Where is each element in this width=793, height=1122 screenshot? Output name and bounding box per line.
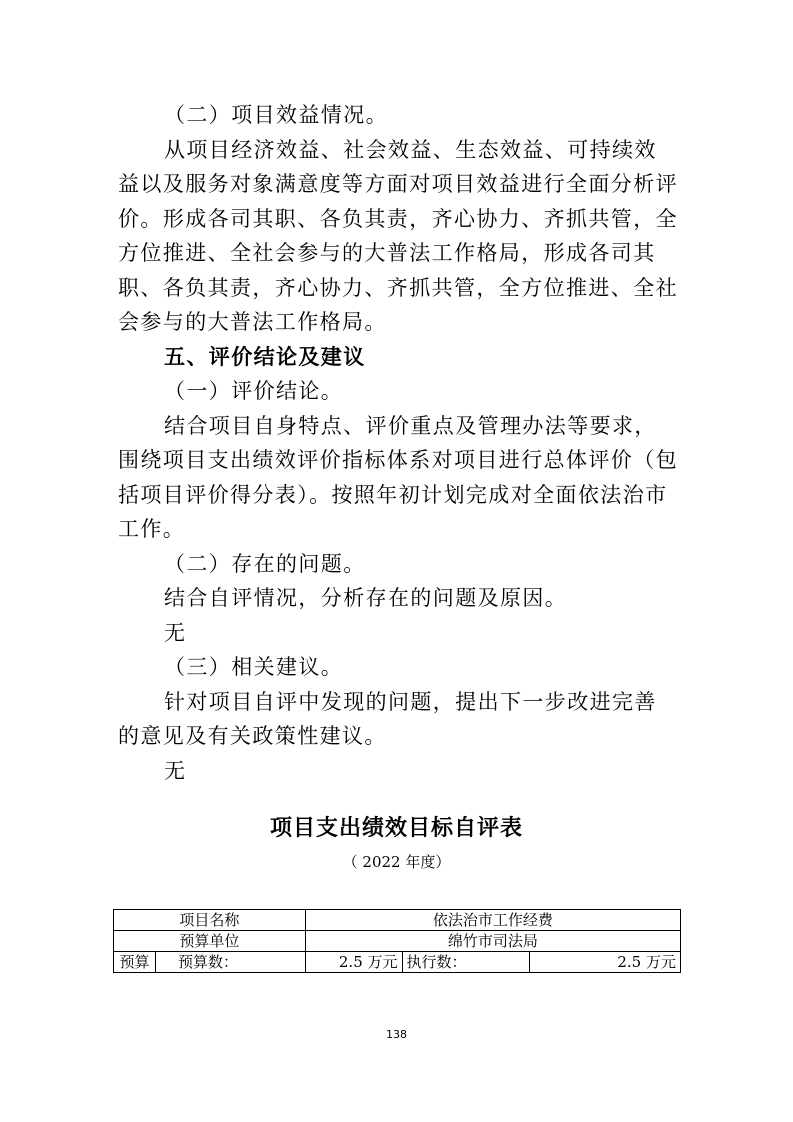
problems-paragraph: 结合自评情况，分析存在的问题及原因。 <box>164 586 568 610</box>
budget-amount-label: 预算数： <box>155 952 305 973</box>
problems-heading: （二）存在的问题。 <box>164 551 366 576</box>
conclusion-heading: （一）评价结论。 <box>164 379 344 403</box>
budget-unit-value: 绵竹市司法局 <box>305 931 680 952</box>
executed-amount-label: 执行数： <box>402 952 530 973</box>
table-title: 项目支出绩效目标自评表 <box>269 816 523 841</box>
problems-none: 无 <box>164 620 187 645</box>
suggestions-heading: （三）相关建议。 <box>164 655 344 679</box>
benefit-paragraph: 从项目经济效益、社会效益、生态效益、可持续效益以及服务对象满意度等方面对项目效益进行全面分析评价。形成各司其职、各负其责，齐心协力、齐抓共管，全方位推进、全社会参与的大普法工作格局，形成各司其职、各负其责，齐心协力、齐抓共管，全方位推进、全社会参与的大普法工作格局。 <box>118 137 678 334</box>
self-evaluation-table <box>113 909 681 973</box>
table-row <box>114 910 681 931</box>
budget-amount-value: 2.5 万元 <box>305 952 402 973</box>
table-row <box>114 931 681 952</box>
table-year: （ 2022 年度） <box>342 853 451 871</box>
budget-unit-label: 预算单位 <box>114 931 306 952</box>
table-row <box>114 952 681 973</box>
executed-amount-value: 2.5 万元 <box>530 952 681 973</box>
budget-group-label: 预算 <box>114 952 156 973</box>
suggestions-paragraph: 针对项目自评中发现的问题，提出下一步改进完善的意见及有关政策性建议。 <box>118 689 657 748</box>
project-name-value: 依法治市工作经费 <box>305 910 680 931</box>
page-number: 138 <box>386 1028 407 1041</box>
conclusion-paragraph: 结合项目自身特点、评价重点及管理办法等要求，围绕项目支出绩效评价指标体系对项目进行总体评价（包括项目评价得分表）。按照年初计划完成对全面依法治市工作。 <box>118 413 678 541</box>
suggestions-none: 无 <box>164 758 187 783</box>
section-five-heading: 五、评价结论及建议 <box>164 343 366 369</box>
project-name-label: 项目名称 <box>114 910 306 931</box>
section-benefit-heading: （二）项目效益情况。 <box>164 103 388 127</box>
body-text <box>118 98 678 788</box>
